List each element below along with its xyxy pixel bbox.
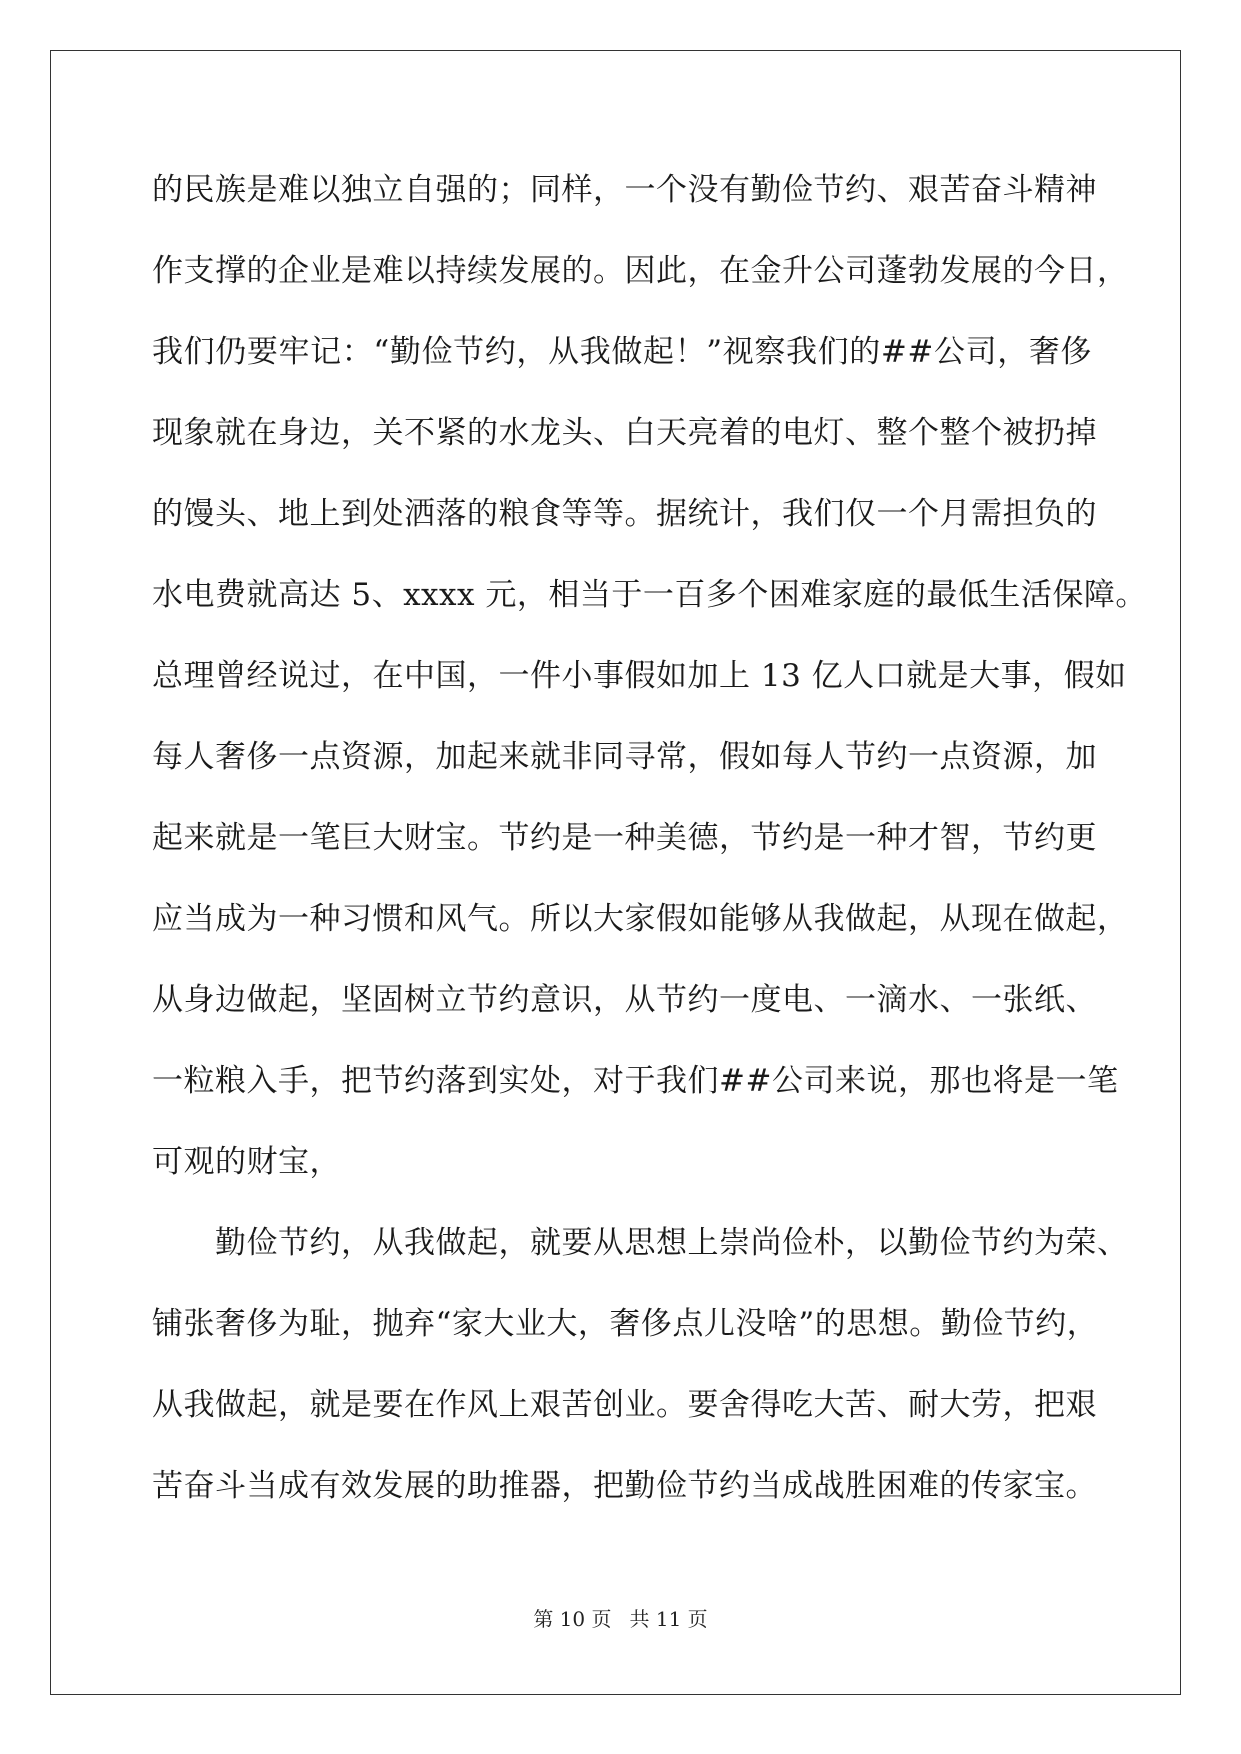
text-line: 铺张奢侈为耻，抛弃“家大业大，奢侈点儿没啥”的思想。勤俭节约， (152, 1306, 1099, 1342)
text-line: 作支撑的企业是难以持续发展的。因此，在金升公司蓬勃发展的今日， (152, 253, 1129, 289)
page-total: 共 11 页 (629, 1607, 708, 1631)
text-line: 的馒头、地上到处洒落的粮食等等。据统计，我们仅一个月需担负的 (152, 496, 1097, 532)
text-line: 可观的财宝， (152, 1144, 341, 1180)
text-line: 起来就是一笔巨大财宝。节约是一种美德，节约是一种才智，节约更 (152, 820, 1097, 856)
text-line: 水电费就高达 5、xxxx 元，相当于一百多个困难家庭的最低生活保障。 (152, 577, 1147, 613)
page-footer (0, 1603, 1241, 1632)
text-line: 从身边做起，坚固树立节约意识，从节约一度电、一滴水、一张纸、 (152, 982, 1097, 1018)
text-line: 我们仍要牢记：“勤俭节约，从我做起！”视察我们的##公司，奢侈 (152, 334, 1092, 370)
text-line: 的民族是难以独立自强的；同样，一个没有勤俭节约、艰苦奋斗精神 (152, 172, 1097, 208)
document-body (152, 160, 1147, 1537)
text-line: 苦奋斗当成有效发展的助推器，把勤俭节约当成战胜困难的传家宝。 (152, 1468, 1097, 1504)
text-line: 从我做起，就是要在作风上艰苦创业。要舍得吃大苦、耐大劳，把艰 (152, 1387, 1097, 1423)
text-line-indented: 勤俭节约，从我做起，就要从思想上崇尚俭朴，以勤俭节约为荣、 (215, 1225, 1129, 1261)
text-line: 应当成为一种习惯和风气。所以大家假如能够从我做起，从现在做起， (152, 901, 1129, 937)
text-line: 总理曾经说过，在中国，一件小事假如加上 13 亿人口就是大事，假如 (152, 658, 1127, 694)
text-line: 一粒粮入手，把节约落到实处，对于我们##公司来说，那也将是一笔 (152, 1063, 1119, 1099)
text-line: 现象就在身边，关不紧的水龙头、白天亮着的电灯、整个整个被扔掉 (152, 415, 1097, 451)
text-line: 每人奢侈一点资源，加起来就非同寻常，假如每人节约一点资源，加 (152, 739, 1097, 775)
page-number: 第 10 页 (533, 1607, 612, 1631)
